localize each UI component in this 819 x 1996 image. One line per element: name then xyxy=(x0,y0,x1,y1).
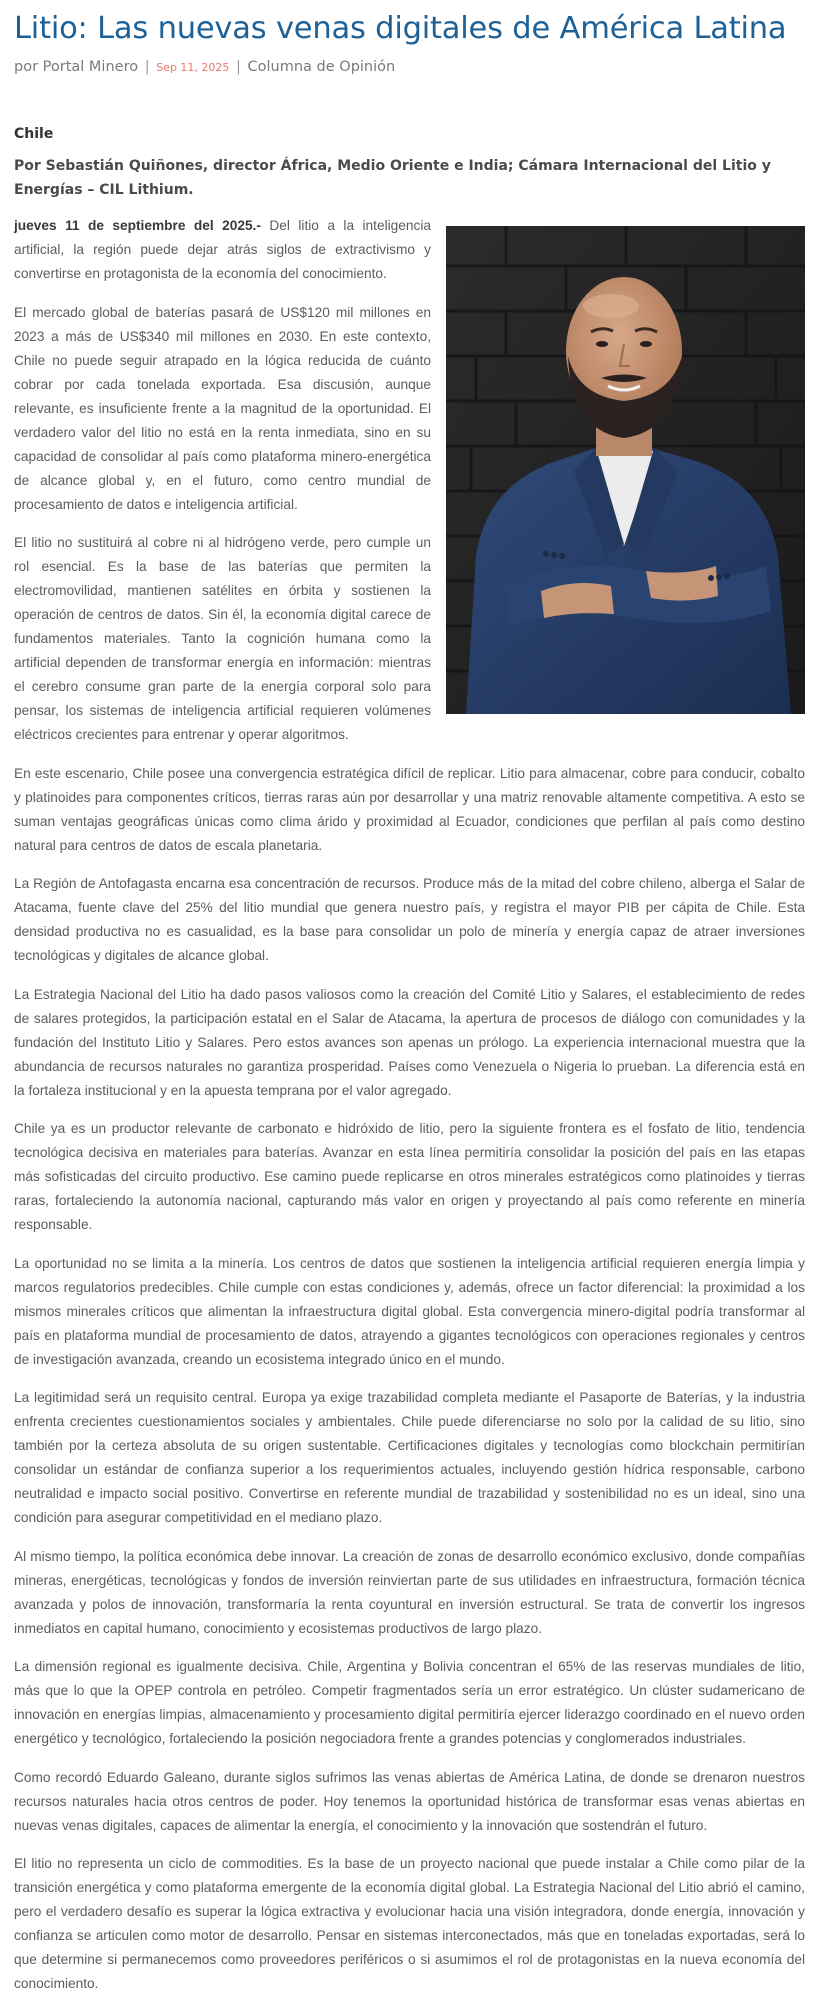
author-photo xyxy=(446,226,805,714)
lead-date: jueves 11 de septiembre del 2025.- xyxy=(14,218,261,233)
article-paragraph: El litio no sustituirá al cobre ni al hidrógeno verde, pero cumple un rol esencial. Es la base de las baterías que permiten la electromovilidad, mantienen satélites en órbita y sostienen la operación de centros de datos. Sin él, la economía digital carece de fundamentos materiales. Tanto la cognición humana como la artificial dependen de transformar energía en información: mientras el cerebro consume gran parte de la energía corporal solo para pensar, los sistemas de inteligencia artificial requieren volúmenes eléctricos crecientes para entrenar y operar algoritmos. xyxy=(14,535,431,742)
article-paragraph: El litio no representa un ciclo de commodities. Es la base de un proyecto nacional que puede instalar a Chile como pilar de la transición energética y como plataforma emergente de la economía digital global. La Estrategia Nacional del Litio abrió el camino, pero el verdadero desafío es superar la lógica extractiva y evolucionar hacia una visión integradora, donde energía, innovación y confianza se articulen como motor de desarrollo. Pensar en sistemas interconectados, más que en toneladas exportadas, será lo que determine si permanecemos como proveedores periféricos o si asumimos el rol de protagonistas en la nueva economía del conocimiento. xyxy=(14,1856,805,1991)
article-paragraph: La Región de Antofagasta encarna esa concentración de recursos. Produce más de la mitad del cobre chileno, alberga el Salar de Atacama, fuente clave del 25% del litio mundial que genera nuestro país, y registra el mayor PIB per cápita de Chile. Esta densidad productiva no es casualidad, es la base para consolidar un polo de minería y energía capaz de atraer inversiones tecnológicas y digitales de alcance global. xyxy=(14,876,805,963)
post-meta xyxy=(14,59,805,75)
author-prefix: por xyxy=(14,59,39,75)
location-label: Chile xyxy=(14,126,54,142)
article-paragraph: La legitimidad será un requisito central. Europa ya exige trazabilidad completa mediante el Pasaporte de Baterías, y la industria enfrenta crecientes cuestionamientos sociales y ambientales. Chile puede diferenciarse no solo por la calidad de su litio, sino también por la certeza absoluta de su origen sustentable. Certificaciones digitales y tecnologías como blockchain permitirían consolidar un estándar de confianza superior a los requerimientos actuales, incluyendo gestión hídrica responsable, carbono neutralidad e impacto social positivo. Convertirse en referente mundial de trazabilidad y sostenibilidad no es un ideal, sino una condición para asegurar competitividad en el mediano plazo. xyxy=(14,1390,805,1525)
meta-separator: | xyxy=(144,59,150,75)
meta-separator: | xyxy=(236,59,241,75)
post-date: Sep 11, 2025 xyxy=(156,61,230,74)
author-link[interactable]: Portal Minero xyxy=(42,59,139,75)
page-title: Litio: Las nuevas venas digitales de América Latina xyxy=(14,11,787,46)
article-paragraph: El mercado global de baterías pasará de US$120 mil millones en 2023 a más de US$340 mil millones en 2030. En este contexto, Chile no puede seguir atrapado en la lógica reducida de cuánto cobrar por cada tonelada exportada. Esa discusión, aunque relevante, es insuficiente frente a la magnitud de la oportunidad. El verdadero valor del litio no está en la renta inmediata, sino en su capacidad de consolidar al país como plataforma minero-energética de alcance global y, en el futuro, como centro mundial de procesamiento de datos e inteligencia artificial. xyxy=(14,304,431,512)
lead-text: Del litio a la inteligencia artificial, la región puede dejar atrás siglos de extractivismo y convertirse en protagonista de la economía del conocimiento. xyxy=(14,218,431,281)
category-link[interactable]: Columna de Opinión xyxy=(247,59,396,75)
article-body xyxy=(14,214,805,1996)
article-paragraph: La oportunidad no se limita a la minería. Los centros de datos que sostienen la inteligencia artificial requieren energía limpia y marcos regulatorios predecibles. Chile cumple con estas condiciones y, además, ofrece un factor diferencial: la proximidad a los mismos minerales críticos que alimentan la infraestructura digital global. Esta convergencia minero-digital podría transformar al país en plataforma mundial de procesamiento de datos, atrayendo a gigantes tecnológicos con operaciones regionales y centros de investigación avanzada, creando un ecosistema integrado único en el mundo. xyxy=(14,1255,805,1367)
byline: Por Sebastián Quiñones, director África, Medio Oriente e India; Cámara Internacional del Litio y Energías – CIL Lithium. xyxy=(14,158,771,198)
article-paragraph: Al mismo tiempo, la política económica debe innovar. La creación de zonas de desarrollo económico exclusivo, donde compañías mineras, energéticas, tecnológicas y fondos de inversión reinviertan parte de sus utilidades en infraestructura, formación técnica avanzada y polos de innovación, transformaría la renta coyuntural en inversión estructural. Se trata de convertir los ingresos inmediatos en capital humano, conocimiento y ecosistemas productivos de largo plazo. xyxy=(14,1548,805,1636)
article-paragraph: Chile ya es un productor relevante de carbonato e hidróxido de litio, pero la siguiente frontera es el fosfato de litio, tendencia tecnológica decisiva en materiales para baterías. Avanzar en esta línea permitiría consolidar la posición del país en las etapas más sofisticadas del circuito productivo. Ese camino puede replicarse en otros minerales estratégicos como platinoides y tierras raras, fortaleciendo la autonomía nacional, capturando más valor en origen y proyectando al país como referente en minería responsable. xyxy=(14,1121,805,1232)
article-paragraph: La dimensión regional es igualmente decisiva. Chile, Argentina y Bolivia concentran el 65% de las reservas mundiales de litio, más que lo que la OPEP controla en petróleo. Competir fragmentados sería un error estratégico. Un clúster sudamericano de innovación en energías limpias, almacenamiento y procesamiento digital permitiría ejercer liderazgo coordinado en el nuevo orden energético y tecnológico, fortaleciendo la posición negociadora frente a grandes potencias y conglomerados industriales. xyxy=(14,1659,805,1746)
article-paragraph: Como recordó Eduardo Galeano, durante siglos sufrimos las venas abiertas de América Latina, de donde se drenaron nuestros recursos naturales hacia otros centros de poder. Hoy tenemos la oportunidad histórica de transformar esas venas abiertas en nuevas venas digitales, capaces de alimentar la energía, el conocimiento y la innovación que sostendrán el futuro. xyxy=(14,1769,805,1833)
article-paragraph: La Estrategia Nacional del Litio ha dado pasos valiosos como la creación del Comité Litio y Salares, el establecimiento de redes de salares protegidos, la participación estatal en el Salar de Atacama, la apertura de procesos de diálogo con comunidades y la fundación del Instituto Litio y Salares. Pero estos avances son apenas un prólogo. La experiencia internacional muestra que la abundancia de recursos naturales no garantiza prosperidad. Países como Venezuela o Nigeria lo prueban. La diferencia está en la fortaleza institucional y en la apuesta temprana por el valor agregado. xyxy=(14,986,805,1098)
article-paragraph: En este escenario, Chile posee una convergencia estratégica difícil de replicar. Litio para almacenar, cobre para conducir, cobalto y platinoides para componentes críticos, tierras raras aún por desarrollar y una matriz renovable altamente competitiva. A esto se suman ventajas geográficas únicas como clima árido y proximidad al Ecuador, condiciones que perfilan al país como destino natural para centros de datos de escala planetaria. xyxy=(14,765,805,853)
